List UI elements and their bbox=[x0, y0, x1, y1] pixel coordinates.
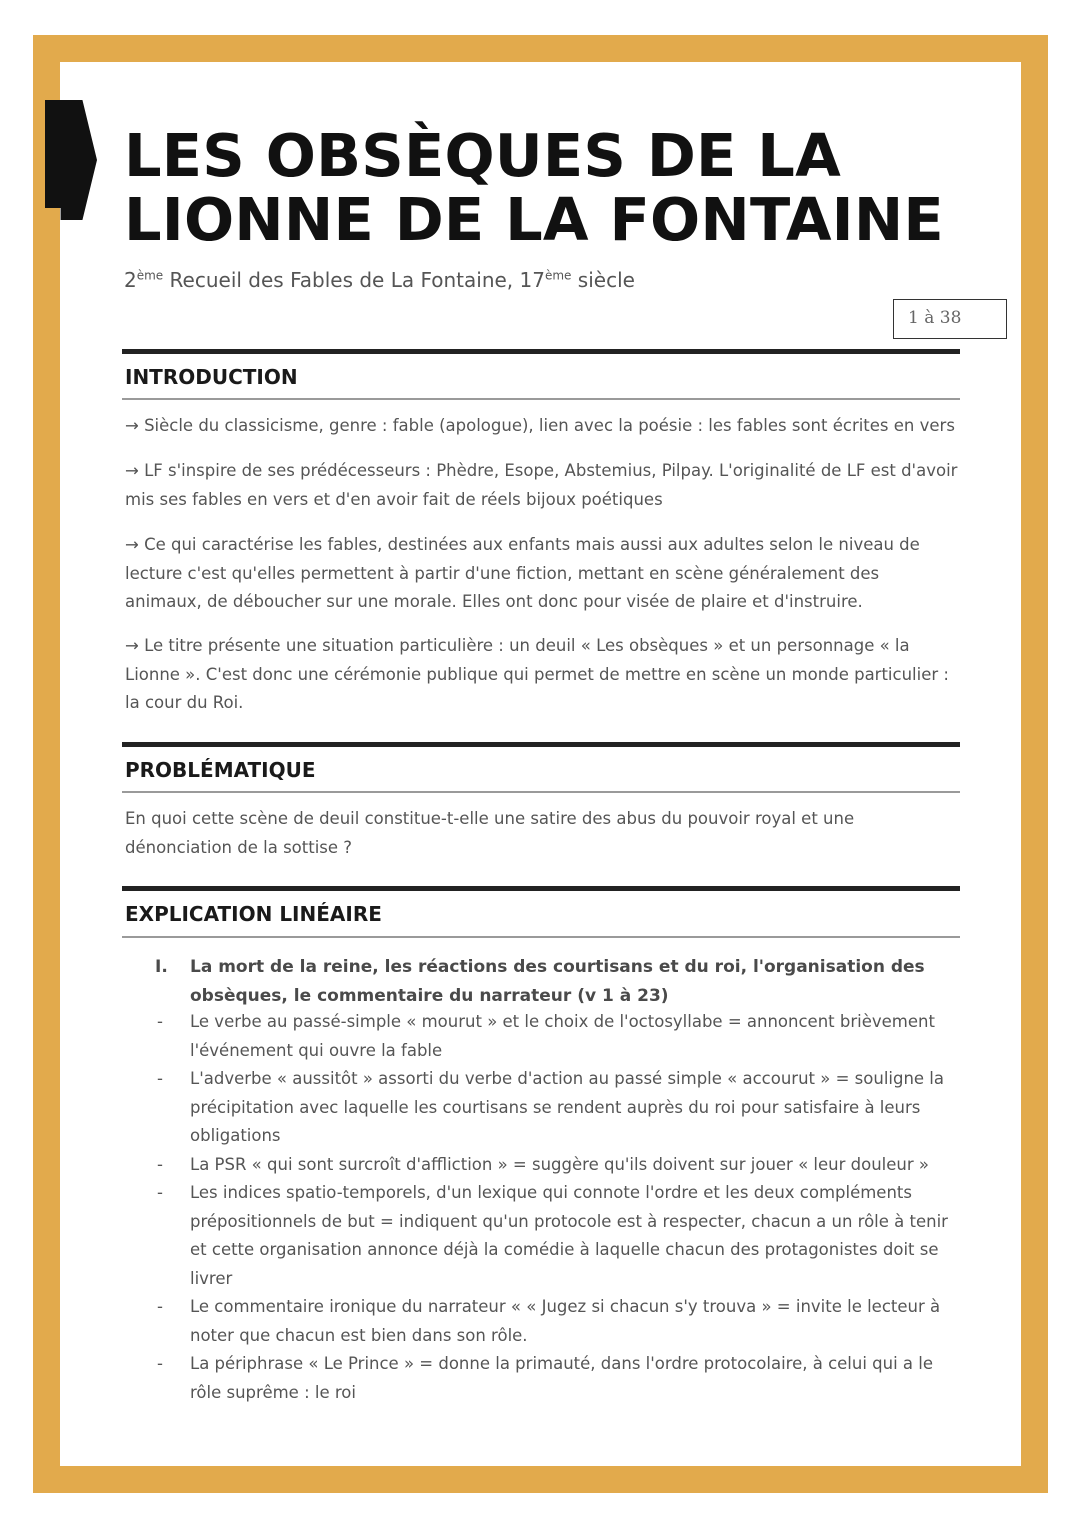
intro-paragraph-2: → LF s'inspire de ses prédécesseurs : Phèdre, Esope, Abstemius, Pilpay. L'originalité de LF est d'avoir mis ses fables en vers et d'en avoir fait de réels bijoux poétiques bbox=[125, 461, 958, 509]
explication-heading: EXPLICATION LINÉAIRE bbox=[125, 902, 382, 926]
bullet-dash: - bbox=[157, 1069, 163, 1088]
intro-paragraph-1: → Siècle du classicisme, genre : fable (apologue), lien avec la poésie : les fables sont écrites en vers bbox=[125, 416, 955, 435]
list-item-text: La PSR « qui sont surcroît d'affliction » = suggère qu'ils doivent sur jouer « leur douleur » bbox=[190, 1154, 929, 1174]
part-number: I. bbox=[155, 957, 168, 977]
list-item-text: Le commentaire ironique du narrateur « « Jugez si chacun s'y trouva » = invite le lecteur à noter que chacun est bien dans son rôle. bbox=[190, 1297, 941, 1345]
analysis-bullet-list bbox=[155, 1008, 955, 1407]
page-title bbox=[124, 121, 1004, 254]
section-rule-thin bbox=[122, 791, 960, 793]
section-rule-thin bbox=[122, 936, 960, 938]
problematique-text: En quoi cette scène de deuil constitue-t-elle une satire des abus du pouvoir royal et une dénonciation de la sottise ? bbox=[125, 809, 855, 857]
list-item-text: Le verbe au passé-simple « mourut » et le choix de l'octosyllabe = annoncent brièvement l'événement qui ouvre la fable bbox=[190, 1012, 935, 1060]
intro-paragraph-3: → Ce qui caractérise les fables, destinées aux enfants mais aussi aux adultes selon le niveau de lecture c'est qu'elles permettent à partir d'une fiction, mettant en scène généralement des animaux, de déboucher sur une morale. Elles ont donc pour visée de plaire et d'instruire. bbox=[125, 535, 920, 611]
bullet-dash: - bbox=[157, 1183, 163, 1202]
verse-range-box: 1 à 38 bbox=[893, 299, 1007, 339]
part-one-heading bbox=[155, 953, 945, 1010]
bullet-dash: - bbox=[157, 1012, 163, 1031]
list-item bbox=[155, 1008, 955, 1065]
title-line-2: LIONNE DE LA FONTAINE bbox=[124, 185, 944, 254]
list-item bbox=[155, 1151, 955, 1180]
section-rule-thin bbox=[122, 398, 960, 400]
section-rule-thick bbox=[122, 349, 960, 354]
problematique-heading: PROBLÉMATIQUE bbox=[125, 758, 316, 782]
list-item-text: L'adverbe « aussitôt » assorti du verbe d'action au passé simple « accourut » = souligne la précipitation avec laquelle les courtisans se rendent auprès du roi pour satisfaire à leurs obligations bbox=[190, 1069, 945, 1145]
list-item-text: La périphrase « Le Prince » = donne la primauté, dans l'ordre protocolaire, à celui qui a le rôle suprême : le roi bbox=[190, 1354, 934, 1402]
subtitle: 2ème Recueil des Fables de La Fontaine, 17ème siècle bbox=[124, 268, 635, 292]
section-rule-thick bbox=[122, 742, 960, 747]
list-item bbox=[155, 1293, 955, 1350]
list-item bbox=[155, 1065, 955, 1151]
bullet-dash: - bbox=[157, 1154, 163, 1174]
introduction-heading: INTRODUCTION bbox=[125, 365, 298, 389]
list-item-text: Les indices spatio-temporels, d'un lexique qui connote l'ordre et les deux compléments prépositionnels de but = indiquent qu'un protocole est à respecter, chacun a un rôle à tenir et cette organisation annonce déjà la comédie à laquelle chacun des protagonistes doit se livrer bbox=[190, 1183, 948, 1288]
list-item bbox=[155, 1350, 955, 1407]
section-rule-thick bbox=[122, 886, 960, 891]
bullet-dash: - bbox=[157, 1297, 163, 1316]
list-item bbox=[155, 1179, 955, 1293]
intro-paragraph-4: → Le titre présente une situation particulière : un deuil « Les obsèques » et un personnage « la Lionne ». C'est donc une cérémonie publique qui permet de mettre en scène un monde particulier : la cour du Roi. bbox=[125, 636, 949, 712]
part-title: La mort de la reine, les réactions des courtisans et du roi, l'organisation des obsèques, le commentaire du narrateur (v 1 à 23) bbox=[190, 957, 925, 1006]
title-line-1: LES OBSÈQUES DE LA bbox=[124, 121, 841, 190]
bullet-dash: - bbox=[157, 1354, 163, 1373]
